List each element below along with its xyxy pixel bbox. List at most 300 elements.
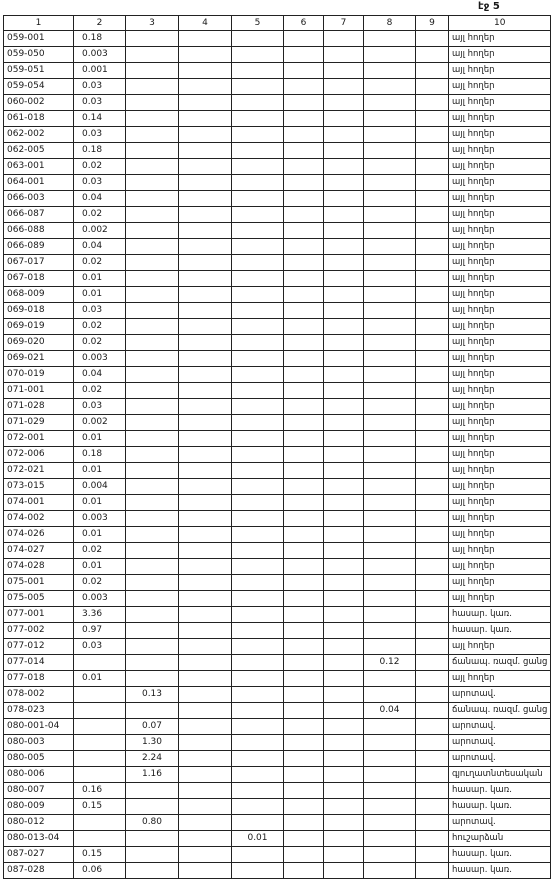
cell-col-6: [284, 63, 324, 79]
cell-col-6: [284, 303, 324, 319]
cell-col-2: [74, 703, 126, 719]
cell-col-5: [232, 687, 284, 703]
cell-col-3: [126, 447, 179, 463]
cell-col-4: [179, 751, 232, 767]
cell-col-3: [126, 79, 179, 95]
cell-col-10: այլ հողեր: [449, 255, 551, 271]
cell-col-8: [364, 863, 416, 879]
cell-col-8: [364, 543, 416, 559]
cell-col-10: այլ հողեր: [449, 143, 551, 159]
cell-col-5: [232, 463, 284, 479]
cell-col-2: 0.003: [74, 511, 126, 527]
table-row: [4, 463, 551, 479]
cell-col-2: 0.15: [74, 847, 126, 863]
cell-col-9: [416, 591, 449, 607]
cell-col-4: [179, 255, 232, 271]
column-header-9: 9: [416, 16, 449, 31]
cell-col-9: [416, 63, 449, 79]
cell-col-3: [126, 591, 179, 607]
cell-col-8: [364, 303, 416, 319]
table-row: [4, 95, 551, 111]
cell-col-4: [179, 175, 232, 191]
cell-col-9: [416, 527, 449, 543]
cell-col-3: 0.07: [126, 719, 179, 735]
cell-col-2: [74, 751, 126, 767]
table-row: [4, 239, 551, 255]
cell-col-2: [74, 719, 126, 735]
cell-col-3: 2.24: [126, 751, 179, 767]
cell-col-10: հուշարձան: [449, 831, 551, 847]
cell-col-4: [179, 847, 232, 863]
cell-col-9: [416, 143, 449, 159]
cell-col-9: [416, 399, 449, 415]
cell-col-1: 087-028: [4, 863, 74, 879]
cell-col-7: [324, 559, 364, 575]
cell-col-1: 061-018: [4, 111, 74, 127]
cell-col-3: [126, 399, 179, 415]
cell-col-5: [232, 175, 284, 191]
cell-col-6: [284, 447, 324, 463]
cell-col-7: [324, 479, 364, 495]
cell-col-6: [284, 639, 324, 655]
cell-col-5: [232, 703, 284, 719]
cell-col-6: [284, 207, 324, 223]
table-row: [4, 831, 551, 847]
cell-col-9: [416, 639, 449, 655]
cell-col-7: [324, 223, 364, 239]
cell-col-3: [126, 335, 179, 351]
cell-col-4: [179, 431, 232, 447]
cell-col-9: [416, 175, 449, 191]
cell-col-7: [324, 607, 364, 623]
cell-col-3: [126, 415, 179, 431]
cell-col-5: [232, 815, 284, 831]
table-row: [4, 495, 551, 511]
table-row: [4, 575, 551, 591]
table-row: [4, 863, 551, 879]
cell-col-7: [324, 143, 364, 159]
cell-col-9: [416, 255, 449, 271]
cell-col-7: [324, 671, 364, 687]
cell-col-1: 071-029: [4, 415, 74, 431]
column-header-3: 3: [126, 16, 179, 31]
cell-col-7: [324, 783, 364, 799]
table-row: [4, 303, 551, 319]
cell-col-2: 0.97: [74, 623, 126, 639]
cell-col-5: [232, 159, 284, 175]
cell-col-1: 080-013-04: [4, 831, 74, 847]
cell-col-5: [232, 447, 284, 463]
cell-col-1: 072-021: [4, 463, 74, 479]
cell-col-1: 077-012: [4, 639, 74, 655]
cell-col-5: [232, 127, 284, 143]
cell-col-7: [324, 847, 364, 863]
table-row: [4, 255, 551, 271]
cell-col-8: [364, 687, 416, 703]
cell-col-8: [364, 335, 416, 351]
cell-col-4: [179, 191, 232, 207]
cell-col-7: [324, 287, 364, 303]
cell-col-7: [324, 751, 364, 767]
cell-col-5: [232, 479, 284, 495]
cell-col-9: [416, 783, 449, 799]
cell-col-10: այլ հողեր: [449, 47, 551, 63]
cell-col-2: 0.02: [74, 543, 126, 559]
cell-col-8: [364, 623, 416, 639]
cell-col-10: այլ հողեր: [449, 495, 551, 511]
column-header-7: 7: [324, 16, 364, 31]
cell-col-3: [126, 271, 179, 287]
cell-col-3: [126, 543, 179, 559]
cell-col-7: [324, 399, 364, 415]
cell-col-7: [324, 655, 364, 671]
cell-col-10: արոտավ.: [449, 719, 551, 735]
cell-col-9: [416, 463, 449, 479]
cell-col-3: [126, 639, 179, 655]
cell-col-2: 0.02: [74, 335, 126, 351]
cell-col-6: [284, 623, 324, 639]
cell-col-6: [284, 783, 324, 799]
cell-col-9: [416, 431, 449, 447]
cell-col-2: 0.03: [74, 639, 126, 655]
cell-col-3: 1.30: [126, 735, 179, 751]
cell-col-6: [284, 287, 324, 303]
cell-col-9: [416, 655, 449, 671]
table-row: [4, 111, 551, 127]
cell-col-7: [324, 623, 364, 639]
cell-col-10: այլ հողեր: [449, 335, 551, 351]
cell-col-10: այլ հողեր: [449, 575, 551, 591]
cell-col-10: այլ հողեր: [449, 207, 551, 223]
cell-col-3: [126, 847, 179, 863]
cell-col-6: [284, 559, 324, 575]
cell-col-10: այլ հողեր: [449, 351, 551, 367]
cell-col-4: [179, 47, 232, 63]
cell-col-7: [324, 159, 364, 175]
cell-col-6: [284, 511, 324, 527]
table-row: [4, 31, 551, 47]
cell-col-8: [364, 127, 416, 143]
table-row: [4, 383, 551, 399]
cell-col-4: [179, 703, 232, 719]
cell-col-1: 059-050: [4, 47, 74, 63]
cell-col-8: [364, 527, 416, 543]
cell-col-1: 077-001: [4, 607, 74, 623]
cell-col-9: [416, 95, 449, 111]
cell-col-7: [324, 863, 364, 879]
cell-col-8: [364, 815, 416, 831]
cell-col-8: [364, 639, 416, 655]
column-header-2: 2: [74, 16, 126, 31]
cell-col-8: [364, 159, 416, 175]
cell-col-6: [284, 671, 324, 687]
cell-col-8: [364, 63, 416, 79]
cell-col-5: [232, 191, 284, 207]
cell-col-10: այլ հողեր: [449, 431, 551, 447]
cell-col-7: [324, 255, 364, 271]
cell-col-4: [179, 207, 232, 223]
cell-col-1: 077-002: [4, 623, 74, 639]
cell-col-5: [232, 767, 284, 783]
cell-col-2: 0.04: [74, 191, 126, 207]
cell-col-7: [324, 447, 364, 463]
cell-col-6: [284, 543, 324, 559]
land-table-container: [3, 15, 551, 879]
cell-col-10: հասար. կառ.: [449, 799, 551, 815]
cell-col-5: [232, 31, 284, 47]
cell-col-2: 0.16: [74, 783, 126, 799]
table-row: [4, 143, 551, 159]
table-row: [4, 159, 551, 175]
cell-col-9: [416, 271, 449, 287]
cell-col-9: [416, 751, 449, 767]
cell-col-9: [416, 367, 449, 383]
cell-col-3: [126, 863, 179, 879]
table-row: [4, 687, 551, 703]
cell-col-8: [364, 255, 416, 271]
table-row: [4, 191, 551, 207]
cell-col-6: [284, 79, 324, 95]
cell-col-5: [232, 239, 284, 255]
cell-col-7: [324, 79, 364, 95]
cell-col-8: [364, 591, 416, 607]
cell-col-4: [179, 815, 232, 831]
cell-col-6: [284, 399, 324, 415]
cell-col-10: այլ հողեր: [449, 559, 551, 575]
cell-col-8: [364, 271, 416, 287]
cell-col-5: [232, 111, 284, 127]
cell-col-9: [416, 239, 449, 255]
cell-col-3: [126, 191, 179, 207]
cell-col-1: 073-015: [4, 479, 74, 495]
cell-col-9: [416, 207, 449, 223]
cell-col-1: 059-051: [4, 63, 74, 79]
cell-col-6: [284, 351, 324, 367]
cell-col-10: այլ հողեր: [449, 191, 551, 207]
cell-col-5: [232, 735, 284, 751]
cell-col-8: [364, 319, 416, 335]
cell-col-6: [284, 47, 324, 63]
column-header-1: 1: [4, 16, 74, 31]
table-row: [4, 431, 551, 447]
table-row: [4, 223, 551, 239]
cell-col-1: 078-023: [4, 703, 74, 719]
cell-col-9: [416, 847, 449, 863]
cell-col-5: [232, 271, 284, 287]
cell-col-10: այլ հողեր: [449, 447, 551, 463]
cell-col-9: [416, 671, 449, 687]
cell-col-2: [74, 655, 126, 671]
cell-col-3: [126, 175, 179, 191]
cell-col-10: հասար. կառ.: [449, 607, 551, 623]
cell-col-3: [126, 255, 179, 271]
cell-col-4: [179, 511, 232, 527]
cell-col-1: 074-001: [4, 495, 74, 511]
cell-col-1: 080-003: [4, 735, 74, 751]
cell-col-3: [126, 479, 179, 495]
cell-col-9: [416, 303, 449, 319]
cell-col-9: [416, 159, 449, 175]
cell-col-9: [416, 223, 449, 239]
table-body: [4, 31, 551, 879]
cell-col-4: [179, 527, 232, 543]
cell-col-4: [179, 495, 232, 511]
cell-col-8: 0.04: [364, 703, 416, 719]
cell-col-2: 0.06: [74, 863, 126, 879]
cell-col-4: [179, 79, 232, 95]
cell-col-8: [364, 575, 416, 591]
cell-col-7: [324, 431, 364, 447]
cell-col-6: [284, 495, 324, 511]
cell-col-3: [126, 831, 179, 847]
cell-col-7: [324, 719, 364, 735]
cell-col-8: [364, 351, 416, 367]
cell-col-3: [126, 607, 179, 623]
cell-col-5: [232, 591, 284, 607]
cell-col-1: 078-002: [4, 687, 74, 703]
cell-col-4: [179, 607, 232, 623]
cell-col-8: [364, 511, 416, 527]
cell-col-5: [232, 671, 284, 687]
cell-col-4: [179, 143, 232, 159]
table-row: [4, 623, 551, 639]
table-row: [4, 319, 551, 335]
cell-col-7: [324, 47, 364, 63]
cell-col-3: 0.13: [126, 687, 179, 703]
cell-col-8: [364, 447, 416, 463]
cell-col-8: [364, 719, 416, 735]
cell-col-3: [126, 783, 179, 799]
cell-col-1: 066-088: [4, 223, 74, 239]
cell-col-1: 080-009: [4, 799, 74, 815]
cell-col-3: [126, 31, 179, 47]
cell-col-2: 0.03: [74, 175, 126, 191]
cell-col-6: [284, 191, 324, 207]
cell-col-1: 080-007: [4, 783, 74, 799]
cell-col-3: [126, 671, 179, 687]
cell-col-2: 0.003: [74, 591, 126, 607]
cell-col-6: [284, 815, 324, 831]
cell-col-5: [232, 415, 284, 431]
cell-col-6: [284, 239, 324, 255]
cell-col-9: [416, 559, 449, 575]
cell-col-6: [284, 591, 324, 607]
cell-col-10: արոտավ.: [449, 815, 551, 831]
cell-col-5: 0.01: [232, 831, 284, 847]
column-header-5: 5: [232, 16, 284, 31]
cell-col-2: 0.03: [74, 79, 126, 95]
cell-col-1: 072-001: [4, 431, 74, 447]
land-table: [3, 15, 551, 879]
cell-col-4: [179, 687, 232, 703]
cell-col-10: այլ հողեր: [449, 415, 551, 431]
cell-col-5: [232, 431, 284, 447]
cell-col-5: [232, 559, 284, 575]
cell-col-3: [126, 383, 179, 399]
cell-col-1: 070-019: [4, 367, 74, 383]
cell-col-3: [126, 527, 179, 543]
cell-col-3: [126, 111, 179, 127]
table-row: [4, 271, 551, 287]
table-row: [4, 847, 551, 863]
cell-col-8: 0.12: [364, 655, 416, 671]
cell-col-2: 0.01: [74, 559, 126, 575]
cell-col-7: [324, 271, 364, 287]
cell-col-7: [324, 527, 364, 543]
cell-col-9: [416, 623, 449, 639]
cell-col-2: 0.003: [74, 47, 126, 63]
cell-col-3: [126, 655, 179, 671]
cell-col-7: [324, 239, 364, 255]
cell-col-4: [179, 575, 232, 591]
cell-col-5: [232, 143, 284, 159]
cell-col-4: [179, 783, 232, 799]
cell-col-2: 0.004: [74, 479, 126, 495]
cell-col-3: [126, 303, 179, 319]
cell-col-4: [179, 303, 232, 319]
cell-col-10: հասար. կառ.: [449, 863, 551, 879]
cell-col-6: [284, 31, 324, 47]
cell-col-7: [324, 687, 364, 703]
cell-col-8: [364, 495, 416, 511]
cell-col-1: 064-001: [4, 175, 74, 191]
cell-col-4: [179, 479, 232, 495]
cell-col-7: [324, 703, 364, 719]
cell-col-6: [284, 863, 324, 879]
table-row: [4, 367, 551, 383]
cell-col-7: [324, 175, 364, 191]
column-header-6: 6: [284, 16, 324, 31]
cell-col-6: [284, 431, 324, 447]
cell-col-9: [416, 799, 449, 815]
cell-col-9: [416, 543, 449, 559]
cell-col-9: [416, 479, 449, 495]
cell-col-9: [416, 287, 449, 303]
cell-col-7: [324, 511, 364, 527]
cell-col-4: [179, 367, 232, 383]
column-header-8: 8: [364, 16, 416, 31]
cell-col-1: 060-002: [4, 95, 74, 111]
cell-col-8: [364, 767, 416, 783]
cell-col-10: այլ հողեր: [449, 31, 551, 47]
cell-col-9: [416, 47, 449, 63]
cell-col-1: 080-006: [4, 767, 74, 783]
cell-col-6: [284, 719, 324, 735]
cell-col-8: [364, 287, 416, 303]
cell-col-1: 074-028: [4, 559, 74, 575]
cell-col-1: 066-089: [4, 239, 74, 255]
table-row: [4, 399, 551, 415]
cell-col-7: [324, 95, 364, 111]
cell-col-3: 1.16: [126, 767, 179, 783]
table-row: [4, 719, 551, 735]
cell-col-9: [416, 575, 449, 591]
cell-col-10: այլ հողեր: [449, 175, 551, 191]
cell-col-9: [416, 335, 449, 351]
table-row: [4, 287, 551, 303]
cell-col-9: [416, 703, 449, 719]
cell-col-5: [232, 623, 284, 639]
cell-col-5: [232, 783, 284, 799]
cell-col-7: [324, 31, 364, 47]
cell-col-4: [179, 623, 232, 639]
cell-col-2: 0.001: [74, 63, 126, 79]
cell-col-3: [126, 463, 179, 479]
cell-col-5: [232, 287, 284, 303]
cell-col-2: 0.01: [74, 287, 126, 303]
cell-col-2: 0.01: [74, 671, 126, 687]
cell-col-3: [126, 559, 179, 575]
